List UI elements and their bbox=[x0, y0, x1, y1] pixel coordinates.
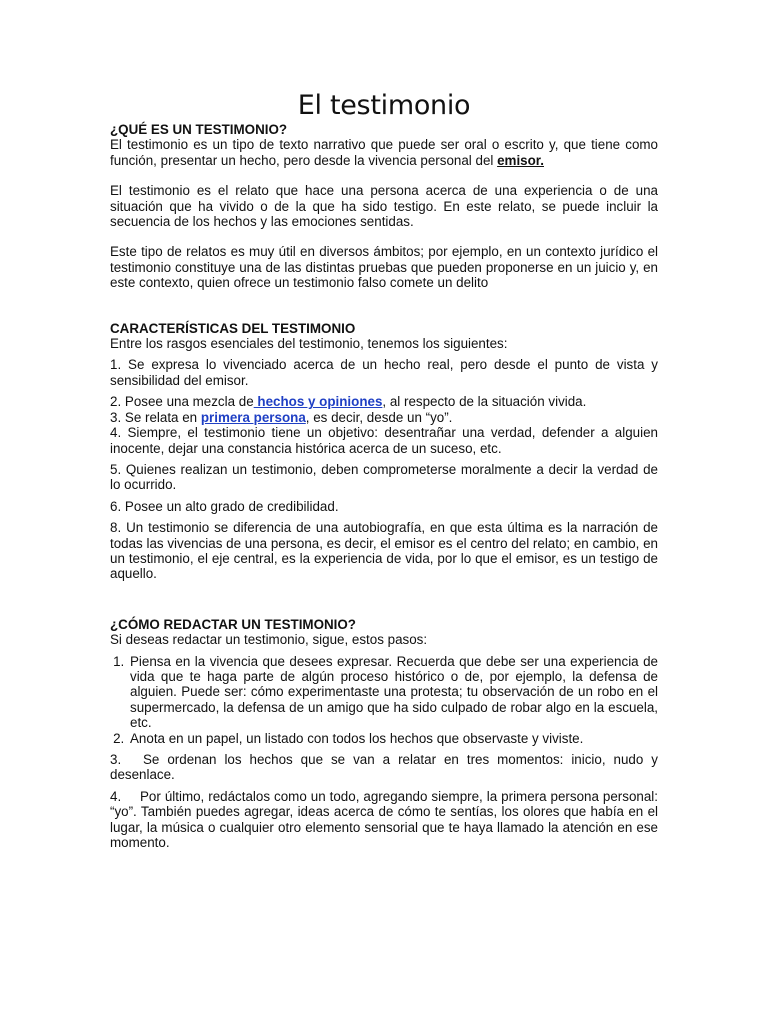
emisor-emphasis: emisor. bbox=[497, 152, 544, 168]
item-3-text-a: 3. Se relata en bbox=[110, 409, 201, 425]
paragraph-definition bbox=[110, 137, 658, 168]
section-heading-caracteristicas: CARACTERÍSTICAS DEL TESTIMONIO bbox=[110, 320, 356, 336]
caracteristica-item-8: 8. Un testimonio se diferencia de una autobiografía, en que esta última es la narración de todas las vivencias de una persona, es decir, el emisor es el centro del relato; en cambio, en un testimonio, el eje central, es la experiencia de vida, por lo que el emisor, es un testigo de aquello. bbox=[110, 520, 658, 582]
hechos-y-opiniones-link[interactable]: hechos y opiniones bbox=[253, 394, 383, 410]
step-item-3 bbox=[110, 752, 658, 783]
caracteristica-item-4: 4. Siempre, el testimonio tiene un objetivo: desentrañar una verdad, defender a alguien inocente, dejar una constancia histórica acerca de un suceso, etc. bbox=[110, 425, 658, 456]
document-title: El testimonio bbox=[297, 90, 471, 121]
step-4-text: Por último, redáctalos como un todo, agregando siempre, la primera persona personal: “yo”. También puedes agregar, ideas acerca de cómo te sentías, los olores que había en el lugar, la música o cualquier otro elemento sensorial que te haya llamado la atención en ese momento. bbox=[110, 788, 658, 851]
item-2-text-a: 2. Posee una mezcla de bbox=[110, 394, 254, 410]
section-heading-como-redactar: ¿CÓMO REDACTAR UN TESTIMONIO? bbox=[110, 616, 356, 632]
paragraph-relato: El testimonio es el relato que hace una persona acerca de una experiencia o de una situación que ha vivido o de la que ha sido testigo. En este relato, se puede incluir la secuencia de los hechos y las emociones sentidas. bbox=[110, 183, 658, 230]
caracteristicas-intro: Entre los rasgos esenciales del testimonio, tenemos los siguientes: bbox=[110, 336, 508, 352]
paragraph-definition-text: El testimonio es un tipo de texto narrativo que puede ser oral o escrito y, que tiene como función, presentar un hecho, pero desde la vivencia personal del bbox=[110, 137, 658, 168]
paragraph-ambitos: Este tipo de relatos es muy útil en diversos ámbitos; por ejemplo, en un contexto jurídico el testimonio constituye una de las distintas pruebas que pueden proponerse en un juicio y, en este contexto, quien ofrece un testimonio falso comete un delito bbox=[110, 244, 658, 291]
item-2-text-b: , al respecto de la situación vivida. bbox=[382, 394, 587, 410]
steps-list bbox=[110, 654, 658, 746]
step-3-text: Se ordenan los hechos que se van a relatar en tres momentos: inicio, nudo y desenlace. bbox=[110, 752, 658, 783]
step-item-2: 2. Anota en un papel, un listado con todos los hechos que observaste y viviste. bbox=[128, 731, 658, 746]
caracteristica-item-2 bbox=[110, 394, 658, 409]
caracteristica-item-1: 1. Se expresa lo vivenciado acerca de un hecho real, pero desde el punto de vista y sensibilidad del emisor. bbox=[110, 357, 658, 388]
caracteristica-item-6: 6. Posee un alto grado de credibilidad. bbox=[110, 498, 339, 514]
step-3-number: 3. bbox=[110, 752, 122, 767]
primera-persona-link[interactable]: primera persona bbox=[200, 409, 306, 425]
caracteristica-item-3 bbox=[110, 410, 658, 425]
step-item-4 bbox=[110, 789, 658, 851]
redactar-intro: Si deseas redactar un testimonio, sigue, estos pasos: bbox=[110, 632, 428, 648]
step-4-number: 4. bbox=[110, 788, 122, 804]
caracteristica-item-5: 5. Quienes realizan un testimonio, deben comprometerse moralmente a decir la verdad de lo ocurrido. bbox=[110, 461, 658, 493]
item-3-text-b: , es decir, desde un “yo”. bbox=[305, 409, 453, 425]
section-heading-que-es: ¿QUÉ ES UN TESTIMONIO? bbox=[110, 122, 288, 137]
document-page bbox=[110, 0, 658, 850]
step-item-1: 1. Piensa en la vivencia que desees expresar. Recuerda que debe ser una experiencia de vida que te haga parte de algún proceso histórico o de, por ejemplo, la defensa de alguien. Puede ser: cómo experimentaste una protesta; tu observación de un robo en el supermercado, la defensa de un amigo que ha sido culpado de robar algo en la escuela, etc. bbox=[128, 654, 658, 731]
